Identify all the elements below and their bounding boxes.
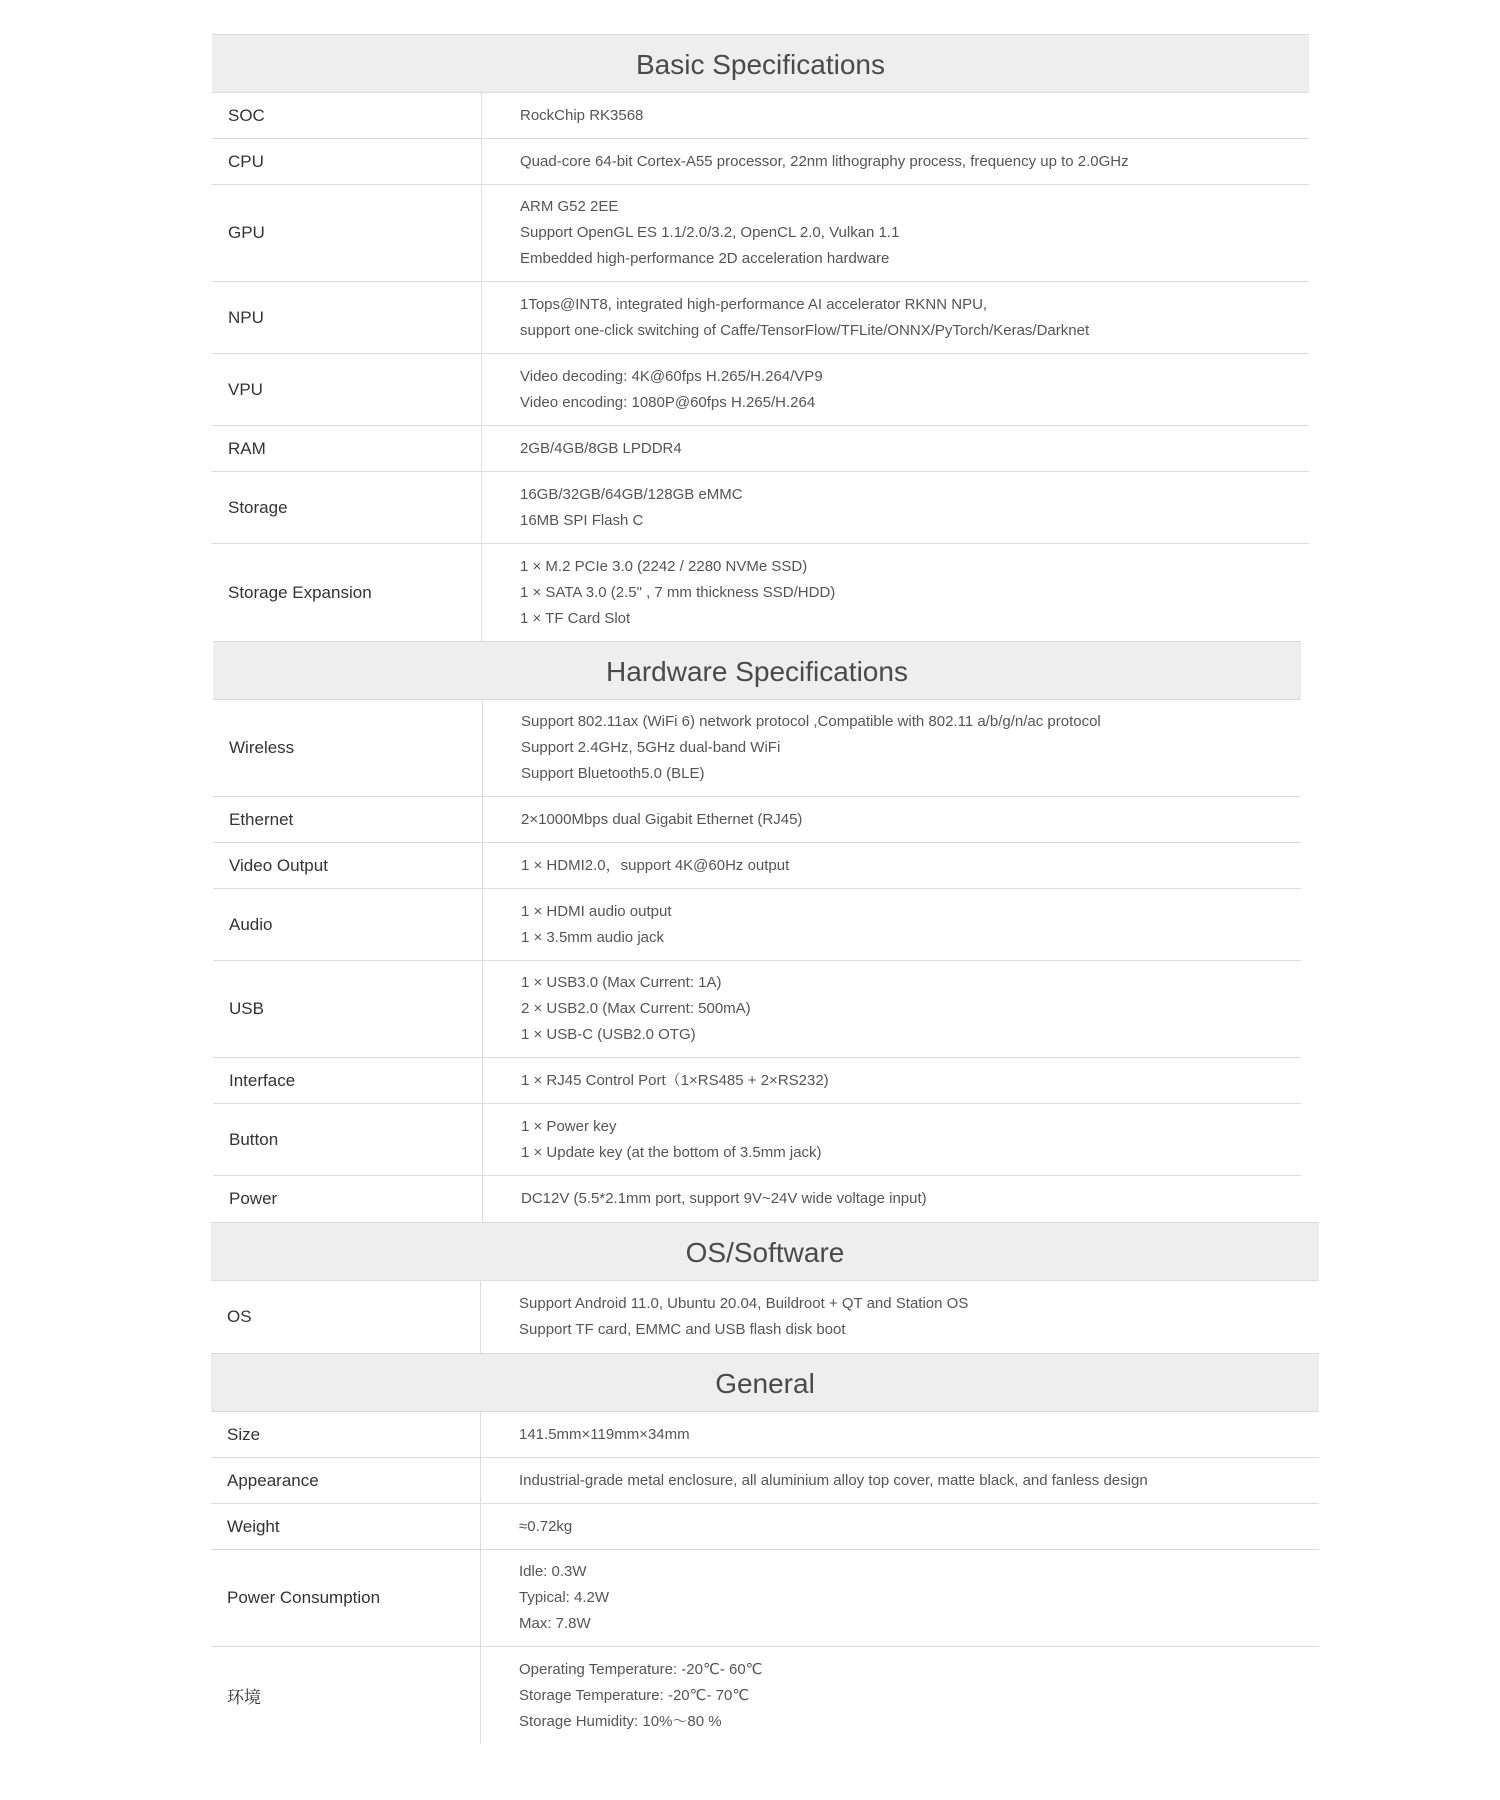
- spec-value: 141.5mm×119mm×34mm: [519, 1425, 690, 1443]
- spec-value: 1 × TF Card Slot: [520, 609, 631, 627]
- spec-values: [481, 1281, 1319, 1353]
- spec-value: ≈0.72kg: [519, 1517, 573, 1535]
- spec-row-environment: [211, 1647, 1319, 1744]
- spec-value: 1 × RJ45 Control Port（1×RS485 + 2×RS232): [521, 1071, 829, 1089]
- spec-label: NPU: [212, 282, 482, 353]
- spec-value: Support 802.11ax (WiFi 6) network protocol ,Compatible with 802.11 a/b/g/n/ac protocol: [521, 713, 1101, 730]
- spec-value: DC12V (5.5*2.1mm port, support 9V~24V wide voltage input): [521, 1190, 927, 1207]
- spec-row-interface: [213, 1058, 1301, 1104]
- spec-row-ram: [212, 426, 1309, 472]
- spec-value: Typical: 4.2W: [519, 1589, 610, 1606]
- spec-value: 1 × USB-C (USB2.0 OTG): [521, 1026, 696, 1043]
- spec-value: Video decoding: 4K@60fps H.265/H.264/VP9: [520, 367, 823, 385]
- spec-label: USB: [213, 961, 483, 1057]
- spec-label: Interface: [213, 1058, 483, 1103]
- spec-row-wireless: [213, 700, 1301, 797]
- spec-label: Power Consumption: [211, 1550, 481, 1646]
- spec-row-video-output: [213, 843, 1301, 889]
- spec-label: Storage Expansion: [212, 544, 482, 641]
- spec-label: OS: [211, 1281, 481, 1353]
- section-title: OS/Software: [211, 1222, 1319, 1281]
- section-title: Basic Specifications: [212, 34, 1309, 93]
- spec-label: Wireless: [213, 700, 483, 796]
- spec-label: Weight: [211, 1504, 481, 1549]
- spec-label: Ethernet: [213, 797, 483, 842]
- spec-values: [483, 843, 1301, 888]
- spec-value: Support Android 11.0, Ubuntu 20.04, Buildroot + QT and Station OS: [519, 1295, 969, 1312]
- spec-label: VPU: [212, 354, 482, 425]
- spec-row-storage-expansion: [212, 544, 1309, 641]
- spec-value: 1 × 3.5mm audio jack: [521, 928, 664, 946]
- spec-values: [483, 889, 1301, 960]
- spec-label: Audio: [213, 889, 483, 960]
- spec-values: [483, 1176, 1301, 1222]
- spec-value: 1 × Update key (at the bottom of 3.5mm jack): [521, 1143, 822, 1161]
- spec-label: RAM: [212, 426, 482, 471]
- spec-value: 1 × HDMI audio output: [521, 902, 672, 920]
- spec-value: Storage Humidity: 10%～80 %: [519, 1712, 722, 1730]
- spec-values: [482, 282, 1309, 353]
- spec-label: Storage: [212, 472, 482, 543]
- spec-value: 16MB SPI Flash C: [520, 511, 644, 529]
- spec-row-size: [211, 1412, 1319, 1458]
- section-os-software: [211, 1222, 1319, 1353]
- spec-values: [482, 354, 1309, 425]
- section-title: Hardware Specifications: [213, 641, 1301, 700]
- spec-value: 2×1000Mbps dual Gigabit Ethernet (RJ45): [521, 810, 803, 828]
- spec-value: Storage Temperature: -20℃- 70℃: [519, 1686, 750, 1704]
- spec-value: Video encoding: 1080P@60fps H.265/H.264: [520, 393, 816, 411]
- spec-value: RockChip RK3568: [520, 106, 644, 124]
- spec-values: [483, 961, 1301, 1057]
- spec-value: Embedded high-performance 2D acceleration hardware: [520, 250, 890, 267]
- spec-value: 1 × Power key: [521, 1117, 617, 1135]
- spec-label: GPU: [212, 185, 482, 281]
- spec-value: Operating Temperature: -20℃- 60℃: [519, 1660, 763, 1678]
- spec-values: [481, 1458, 1319, 1503]
- spec-value: 1Tops@INT8, integrated high-performance AI accelerator RKNN NPU,: [520, 295, 988, 313]
- spec-values: [483, 1058, 1301, 1103]
- spec-values: [483, 797, 1301, 842]
- spec-values: [483, 1104, 1301, 1175]
- spec-row-power-consumption: [211, 1550, 1319, 1647]
- spec-label: 环境: [211, 1647, 481, 1744]
- spec-row-usb: [213, 961, 1301, 1058]
- spec-values: [481, 1647, 1319, 1744]
- spec-label: Power: [213, 1176, 483, 1222]
- spec-value: ARM G52 2EE: [520, 198, 619, 215]
- spec-row-appearance: [211, 1458, 1319, 1504]
- spec-label: Button: [213, 1104, 483, 1175]
- spec-values: [482, 93, 1309, 138]
- spec-value: 1 × USB3.0 (Max Current: 1A): [521, 974, 722, 991]
- spec-value: Support TF card, EMMC and USB flash disk boot: [519, 1321, 846, 1338]
- spec-values: [481, 1412, 1319, 1457]
- spec-values: [481, 1504, 1319, 1549]
- spec-label: CPU: [212, 139, 482, 184]
- spec-row-vpu: [212, 354, 1309, 426]
- spec-row-gpu: [212, 185, 1309, 282]
- spec-values: [482, 185, 1309, 281]
- section-basic-specifications: [212, 34, 1309, 641]
- spec-values: [481, 1550, 1319, 1646]
- section-title: General: [211, 1353, 1319, 1412]
- spec-row-weight: [211, 1504, 1319, 1550]
- spec-value: support one-click switching of Caffe/TensorFlow/TFLite/ONNX/PyTorch/Keras/Darknet: [520, 321, 1090, 339]
- spec-value: Idle: 0.3W: [519, 1563, 587, 1580]
- spec-values: [482, 426, 1309, 471]
- spec-row-os: [211, 1281, 1319, 1353]
- spec-label: Appearance: [211, 1458, 481, 1503]
- spec-value: 1 × SATA 3.0 (2.5" , 7 mm thickness SSD/HDD): [520, 583, 836, 601]
- spec-value: Industrial-grade metal enclosure, all aluminium alloy top cover, matte black, and fanless design: [519, 1471, 1148, 1489]
- spec-row-audio: [213, 889, 1301, 961]
- spec-value: 1 × HDMI2.0，support 4K@60Hz output: [521, 856, 790, 874]
- spec-value: 2 × USB2.0 (Max Current: 500mA): [521, 1000, 751, 1017]
- spec-value: 2GB/4GB/8GB LPDDR4: [520, 439, 682, 457]
- spec-values: [482, 544, 1309, 641]
- spec-value: Support Bluetooth5.0 (BLE): [521, 765, 705, 782]
- spec-row-cpu: [212, 139, 1309, 185]
- spec-value: 1 × M.2 PCIe 3.0 (2242 / 2280 NVMe SSD): [520, 557, 808, 575]
- spec-values: [482, 139, 1309, 184]
- section-hardware-specifications: [213, 641, 1301, 1222]
- spec-value: Support 2.4GHz, 5GHz dual-band WiFi: [521, 739, 781, 756]
- spec-value: Quad-core 64-bit Cortex-A55 processor, 22nm lithography process, frequency up to 2.0GHz: [520, 152, 1129, 170]
- spec-row-npu: [212, 282, 1309, 354]
- spec-row-storage: [212, 472, 1309, 544]
- spec-value: 16GB/32GB/64GB/128GB eMMC: [520, 485, 743, 503]
- spec-row-button: [213, 1104, 1301, 1176]
- spec-row-ethernet: [213, 797, 1301, 843]
- spec-value: Support OpenGL ES 1.1/2.0/3.2, OpenCL 2.0, Vulkan 1.1: [520, 224, 900, 241]
- spec-label: Size: [211, 1412, 481, 1457]
- spec-values: [482, 472, 1309, 543]
- section-general: [211, 1353, 1319, 1744]
- spec-row-soc: [212, 93, 1309, 139]
- spec-label: Video Output: [213, 843, 483, 888]
- spec-values: [483, 700, 1301, 796]
- spec-value: Max: 7.8W: [519, 1615, 591, 1632]
- spec-label: SOC: [212, 93, 482, 138]
- spec-row-power: [213, 1176, 1301, 1222]
